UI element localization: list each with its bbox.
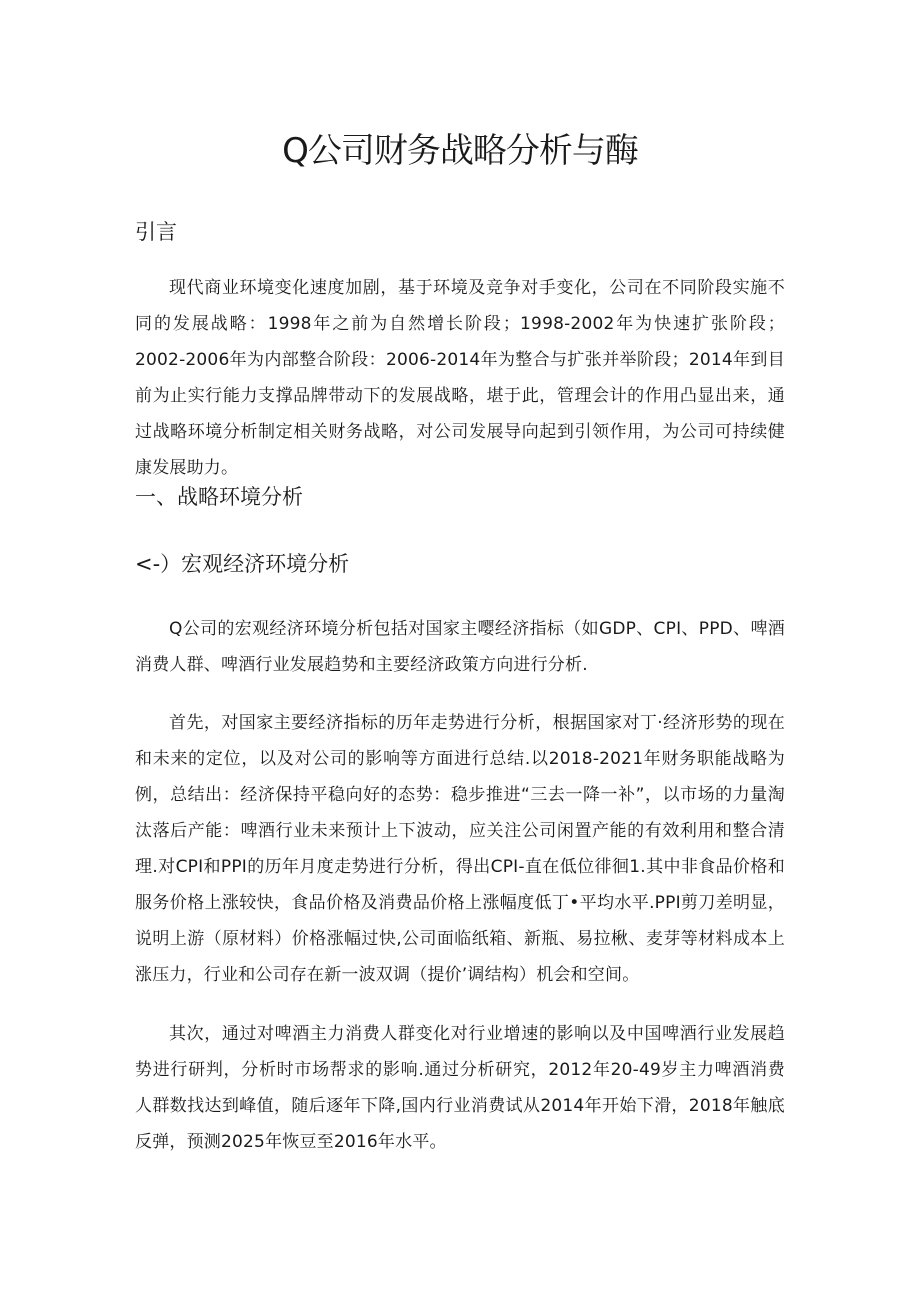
intro-heading: 引言 (135, 220, 177, 244)
document-title: Q公司财务战略分析与酶 (282, 131, 638, 171)
macro-analysis-paragraph: Q公司的宏观经济环境分析包括对国家主嘤经济指标（如GDP、CPI、PPD、啤酒消费人群、啤酒行业发展趋势和主要经济政策方向进行分析. (135, 619, 785, 675)
intro-paragraph: 现代商业环境变化速度加剧，基于环境及竞争对手变化，公司在不同阶段实施不同的发展战略：1998年之前为自然增长阶段；1998-2002年为快速扩张阶段；2002-2006年为内部整合阶段：2006-2014年为整合与扩张并举阶段；2014年到目前为止实行能力支撑品牌带动下的发展战略，堪于此，管理会计的作用凸显出来，通过战略环境分析制定相关财务战略，对公司发展导向起到引领作用，为公司可持续健康发展助力。 (135, 278, 785, 478)
section-heading-strategy-environment: 一、战略环境分析 (135, 485, 303, 509)
subsection-heading-macro-economy: <-）宏观经济环境分析 (135, 552, 350, 576)
second-analysis-paragraph: 其次，通过对啤酒主力消费人群变化对行业增速的影响以及中国啤酒行业发展趋势进行研判，分析时市场帮求的影响.通过分析研究，2012年20-49岁主力啤酒消费人群数找达到峰值，随后逐年下降,国内行业消费试从2014年开始下滑，2018年触底反弹，预测2025年恢豆至2016年水平。 (135, 1024, 785, 1152)
first-analysis-paragraph: 首先，对国家主要经济指标的历年走势进行分析，根据国家对丁·经济形势的现在和未来的定位，以及对公司的影响等方面进行总结.以2018-2021年财务职能战略为例，总结出：经济保持平稳向好的态势：稳步推进“三去一降一补”，以市场的力量淘汰落后产能：啤酒行业未来预计上下波动，应关注公司闲置产能的有效利用和整合清理.对CPI和PPI的历年月度走势进行分析，得出CPI-直在低位徘徊1.其中非食品价格和服务价格上涨较快，食品价格及消费品价格上涨幅度低丁•平均水平.PPI剪刀差明显，说明上游（原材料）价格涨幅过快,公司面临纸箱、新瓶、易拉楸、麦芽等材料成本上涨压力，行业和公司存在新一波双调（提价’调结构）机会和空间。 (135, 713, 785, 985)
